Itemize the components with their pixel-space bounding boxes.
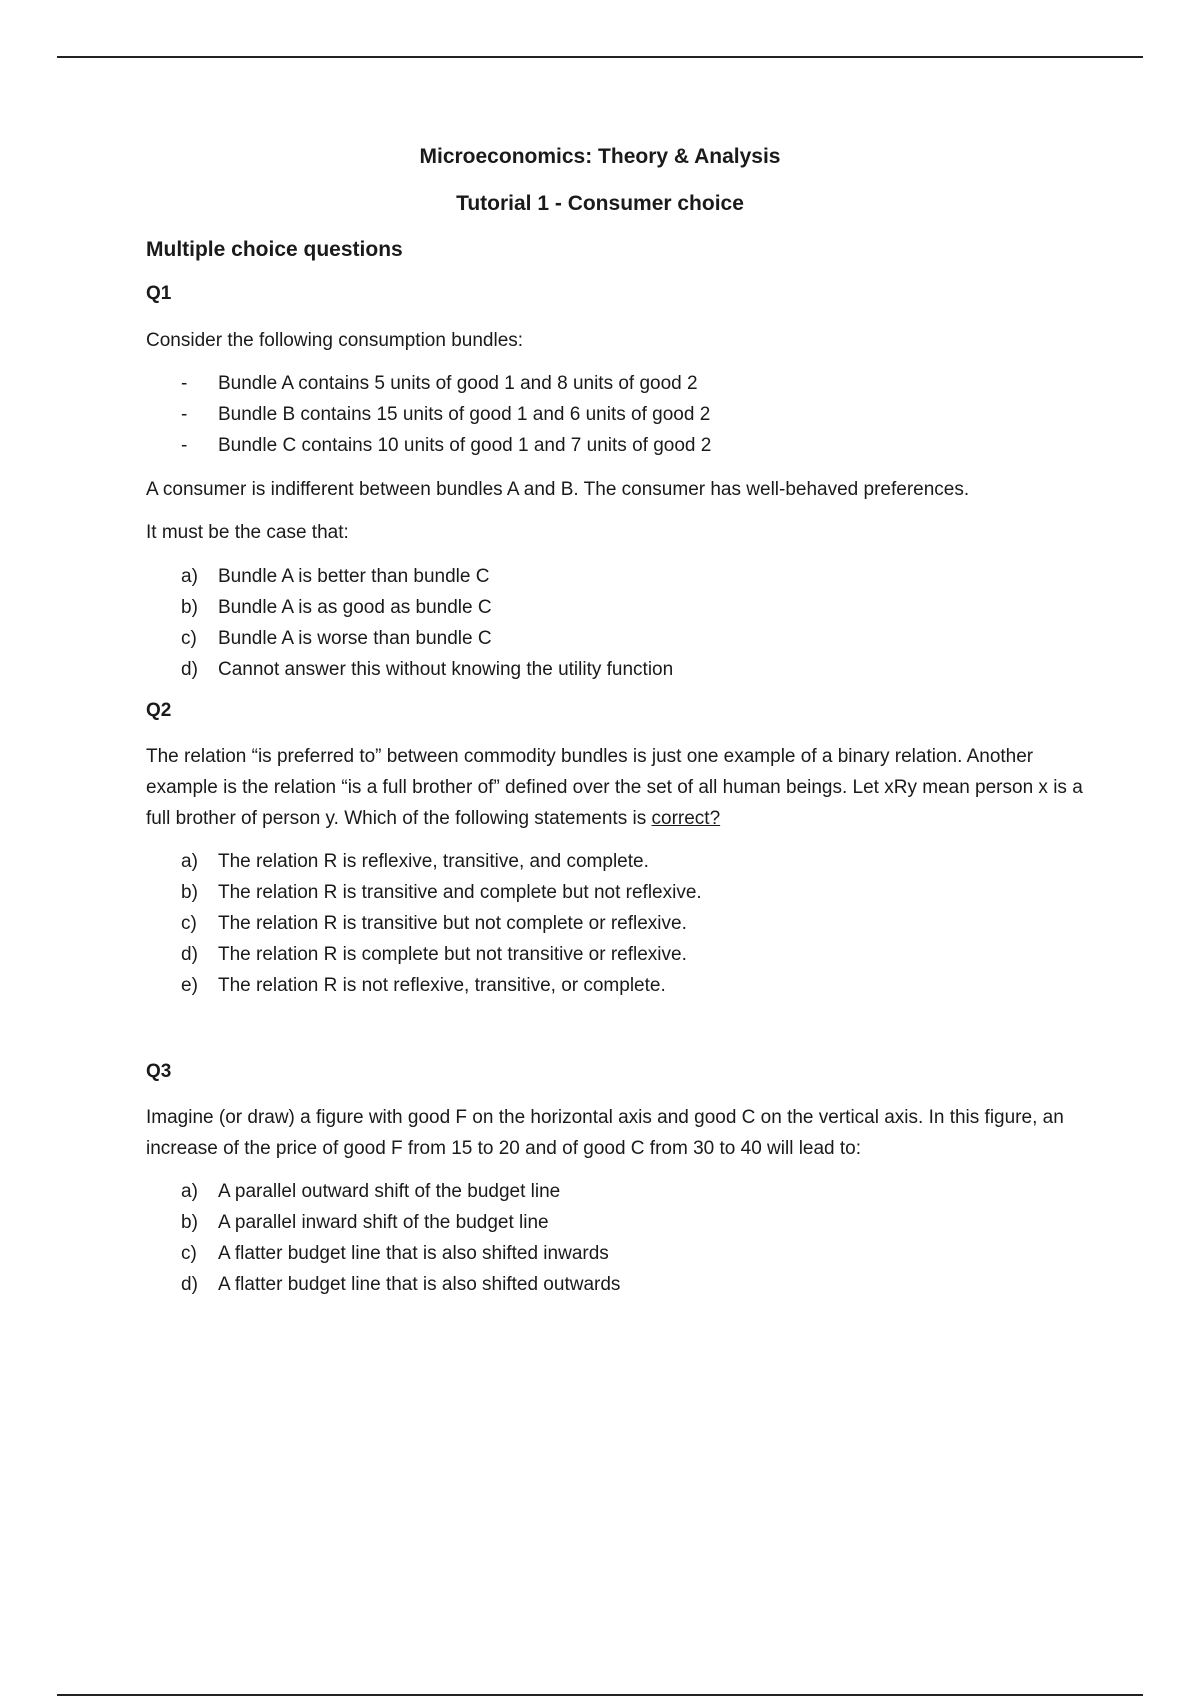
q2-options (146, 846, 1086, 1001)
option-d: d) Cannot answer this without knowing the utility function (181, 659, 674, 680)
q1-label: Q1 (146, 283, 172, 304)
q2-question: The relation “is preferred to” between commodity bundles is just one example of a binary relation. Another example is the relation “is a full brother of” defined over the set of all human beings. Let xRy mean person x is a full brother of person y. Which of the following statements is correct? (146, 746, 1083, 829)
option-c: c) Bundle A is worse than bundle C (181, 628, 492, 649)
option-d: d) A flatter budget line that is also shifted outwards (181, 1274, 621, 1295)
bottom-rule (57, 1694, 1143, 1696)
option-a: a) The relation R is reflexive, transitive, and complete. (181, 851, 649, 872)
q3-label: Q3 (146, 1061, 172, 1082)
top-rule (57, 56, 1143, 58)
list-item: - Bundle A contains 5 units of good 1 and 8 units of good 2 (181, 373, 698, 394)
q1-intro: Consider the following consumption bundles: (146, 330, 524, 351)
document-title: Microeconomics: Theory & Analysis (419, 145, 781, 168)
option-b: b) A parallel inward shift of the budget line (181, 1212, 549, 1233)
option-c: c) The relation R is transitive but not complete or reflexive. (181, 913, 687, 934)
q3-question: Imagine (or draw) a figure with good F on the horizontal axis and good C on the vertical axis. In this figure, an increase of the price of good F from 15 to 20 and of good C from 30 to 40 will lead to: (146, 1107, 1064, 1159)
q1-bundle-list (146, 368, 1086, 461)
option-d: d) The relation R is complete but not transitive or reflexive. (181, 944, 687, 965)
option-b: b) Bundle A is as good as bundle C (181, 597, 492, 618)
q2-emphasis: correct? (651, 808, 721, 829)
document-subtitle: Tutorial 1 - Consumer choice (456, 192, 744, 215)
q1-statement: A consumer is indifferent between bundles A and B. The consumer has well-behaved preferences. (146, 479, 970, 500)
option-c: c) A flatter budget line that is also shifted inwards (181, 1243, 609, 1264)
option-a: a) Bundle A is better than bundle C (181, 566, 490, 587)
list-item: - Bundle C contains 10 units of good 1 and 7 units of good 2 (181, 435, 712, 456)
q3-options (146, 1176, 1086, 1300)
q1-prompt: It must be the case that: (146, 522, 349, 543)
option-a: a) A parallel outward shift of the budget line (181, 1181, 561, 1202)
option-e: e) The relation R is not reflexive, transitive, or complete. (181, 975, 666, 996)
list-item: - Bundle B contains 15 units of good 1 and 6 units of good 2 (181, 404, 711, 425)
option-b: b) The relation R is transitive and complete but not reflexive. (181, 882, 702, 903)
section-heading: Multiple choice questions (146, 238, 403, 261)
q2-label: Q2 (146, 700, 172, 721)
q1-options (146, 561, 1086, 685)
